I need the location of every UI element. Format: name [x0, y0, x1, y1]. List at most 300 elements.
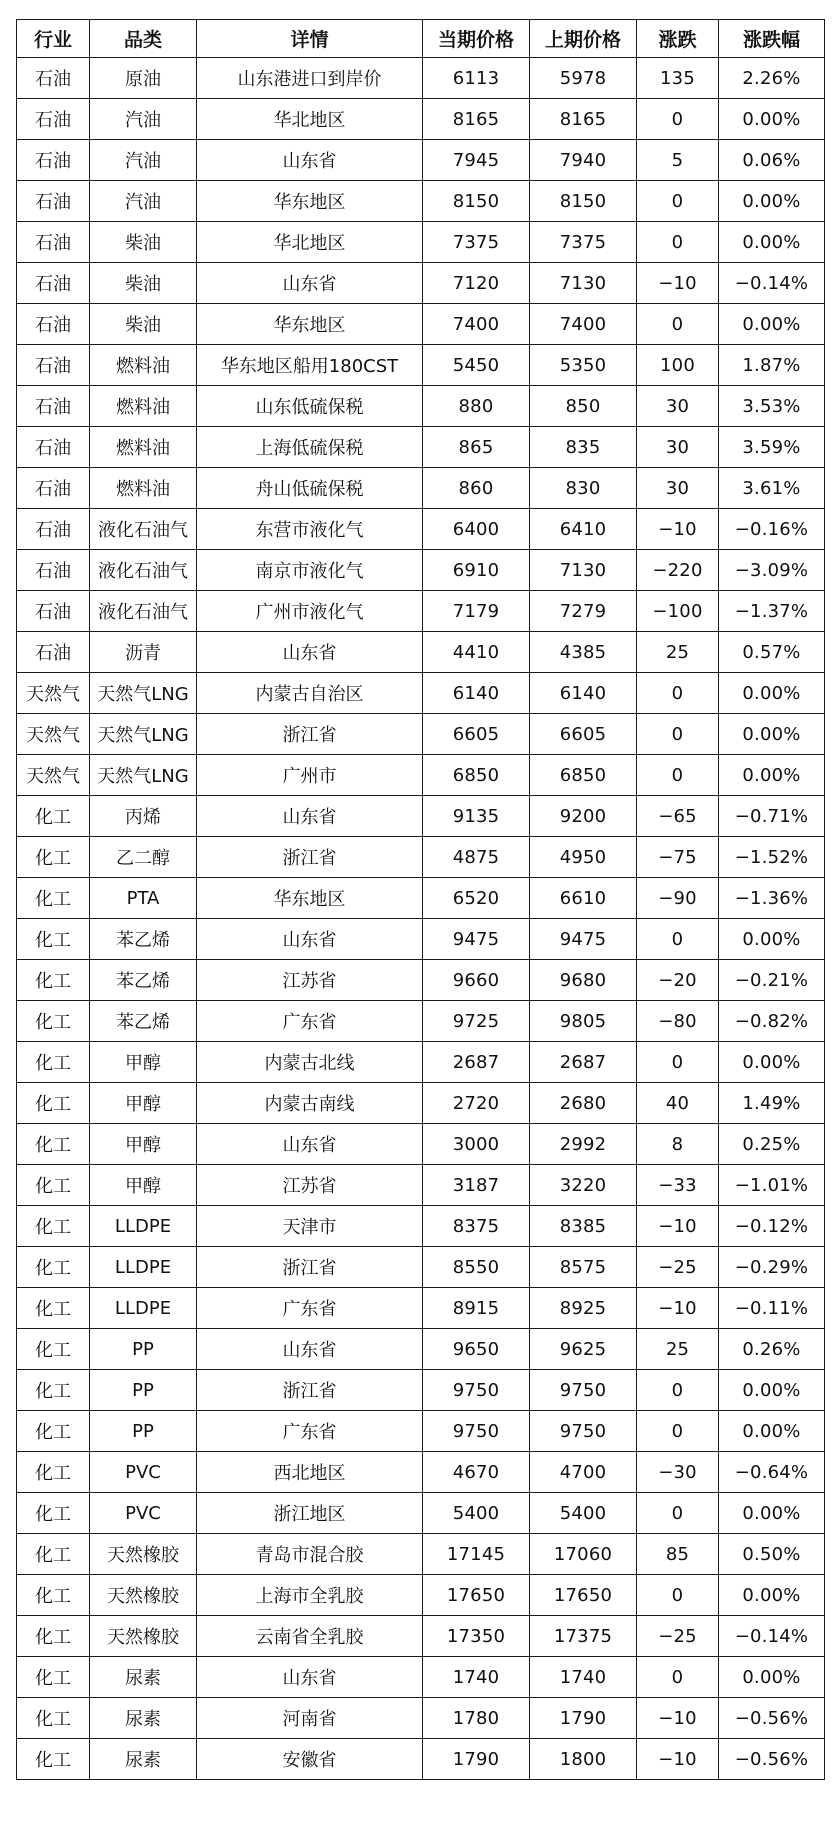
table-row — [17, 181, 825, 222]
cell-category: 燃料油 — [90, 427, 197, 468]
cell-detail: 天津市 — [197, 1206, 423, 1247]
cell-change: 0 — [637, 181, 719, 222]
cell-current-price: 1780 — [423, 1698, 530, 1739]
cell-previous-price: 5350 — [530, 345, 637, 386]
header-change-percent: 涨跌幅 — [719, 20, 825, 58]
cell-detail: 青岛市混合胶 — [197, 1534, 423, 1575]
cell-change: 0 — [637, 755, 719, 796]
cell-previous-price: 835 — [530, 427, 637, 468]
cell-current-price: 8150 — [423, 181, 530, 222]
cell-industry: 天然气 — [17, 714, 90, 755]
cell-industry: 化工 — [17, 1411, 90, 1452]
cell-change: 85 — [637, 1534, 719, 1575]
cell-category: LLDPE — [90, 1288, 197, 1329]
cell-current-price: 6910 — [423, 550, 530, 591]
cell-change: −33 — [637, 1165, 719, 1206]
cell-current-price: 6605 — [423, 714, 530, 755]
cell-change-percent: −0.16% — [719, 509, 825, 550]
cell-industry: 化工 — [17, 960, 90, 1001]
cell-change: 100 — [637, 345, 719, 386]
cell-category: 燃料油 — [90, 345, 197, 386]
cell-change-percent: −0.56% — [719, 1698, 825, 1739]
cell-category: 液化石油气 — [90, 591, 197, 632]
cell-change: −10 — [637, 263, 719, 304]
cell-change: 0 — [637, 304, 719, 345]
cell-change: 30 — [637, 468, 719, 509]
cell-current-price: 9660 — [423, 960, 530, 1001]
table-row — [17, 263, 825, 304]
cell-change: −10 — [637, 509, 719, 550]
cell-previous-price: 7940 — [530, 140, 637, 181]
cell-detail: 上海低硫保税 — [197, 427, 423, 468]
table-row — [17, 919, 825, 960]
cell-change: 0 — [637, 1657, 719, 1698]
cell-industry: 石油 — [17, 58, 90, 99]
cell-change-percent: −1.52% — [719, 837, 825, 878]
table-row — [17, 1616, 825, 1657]
cell-change: −100 — [637, 591, 719, 632]
cell-detail: 浙江省 — [197, 837, 423, 878]
cell-change: 30 — [637, 427, 719, 468]
cell-change-percent: −0.12% — [719, 1206, 825, 1247]
cell-detail: 南京市液化气 — [197, 550, 423, 591]
cell-detail: 华东地区 — [197, 181, 423, 222]
cell-current-price: 5400 — [423, 1493, 530, 1534]
cell-change: 0 — [637, 1370, 719, 1411]
cell-change: −90 — [637, 878, 719, 919]
cell-current-price: 860 — [423, 468, 530, 509]
table-row — [17, 1206, 825, 1247]
cell-previous-price: 9200 — [530, 796, 637, 837]
cell-current-price: 7120 — [423, 263, 530, 304]
cell-category: 甲醇 — [90, 1083, 197, 1124]
cell-detail: 云南省全乳胶 — [197, 1616, 423, 1657]
cell-current-price: 8915 — [423, 1288, 530, 1329]
cell-change: −10 — [637, 1739, 719, 1780]
table-row — [17, 345, 825, 386]
cell-current-price: 7375 — [423, 222, 530, 263]
cell-change: −75 — [637, 837, 719, 878]
cell-previous-price: 7400 — [530, 304, 637, 345]
cell-previous-price: 9750 — [530, 1411, 637, 1452]
cell-current-price: 6140 — [423, 673, 530, 714]
table-row — [17, 837, 825, 878]
cell-change-percent: 0.00% — [719, 1411, 825, 1452]
cell-category: 天然气LNG — [90, 755, 197, 796]
header-industry: 行业 — [17, 20, 90, 58]
cell-change-percent: 0.00% — [719, 714, 825, 755]
cell-change-percent: 0.00% — [719, 1657, 825, 1698]
cell-detail: 广东省 — [197, 1411, 423, 1452]
cell-change: 0 — [637, 1042, 719, 1083]
cell-category: PP — [90, 1411, 197, 1452]
cell-industry: 化工 — [17, 1534, 90, 1575]
cell-change: 0 — [637, 1411, 719, 1452]
cell-current-price: 6850 — [423, 755, 530, 796]
cell-change: 40 — [637, 1083, 719, 1124]
cell-detail: 江苏省 — [197, 960, 423, 1001]
cell-previous-price: 2680 — [530, 1083, 637, 1124]
cell-category: 天然橡胶 — [90, 1575, 197, 1616]
cell-detail: 山东省 — [197, 1124, 423, 1165]
cell-detail: 浙江地区 — [197, 1493, 423, 1534]
cell-detail: 安徽省 — [197, 1739, 423, 1780]
cell-change: 8 — [637, 1124, 719, 1165]
cell-previous-price: 8925 — [530, 1288, 637, 1329]
cell-current-price: 2687 — [423, 1042, 530, 1083]
price-table — [16, 19, 825, 1780]
cell-industry: 化工 — [17, 796, 90, 837]
cell-industry: 化工 — [17, 1739, 90, 1780]
cell-previous-price: 9680 — [530, 960, 637, 1001]
cell-industry: 化工 — [17, 1001, 90, 1042]
cell-industry: 石油 — [17, 345, 90, 386]
header-detail: 详情 — [197, 20, 423, 58]
table-row — [17, 427, 825, 468]
cell-change-percent: −0.14% — [719, 1616, 825, 1657]
cell-change-percent: 3.53% — [719, 386, 825, 427]
cell-previous-price: 7375 — [530, 222, 637, 263]
cell-previous-price: 17060 — [530, 1534, 637, 1575]
cell-change: 0 — [637, 1493, 719, 1534]
cell-current-price: 5450 — [423, 345, 530, 386]
cell-previous-price: 7279 — [530, 591, 637, 632]
cell-previous-price: 1740 — [530, 1657, 637, 1698]
cell-detail: 山东低硫保税 — [197, 386, 423, 427]
cell-current-price: 6113 — [423, 58, 530, 99]
cell-current-price: 9750 — [423, 1411, 530, 1452]
cell-detail: 东营市液化气 — [197, 509, 423, 550]
cell-detail: 山东省 — [197, 632, 423, 673]
cell-change-percent: −1.36% — [719, 878, 825, 919]
cell-current-price: 4410 — [423, 632, 530, 673]
cell-category: 燃料油 — [90, 386, 197, 427]
cell-industry: 石油 — [17, 222, 90, 263]
cell-industry: 化工 — [17, 1657, 90, 1698]
cell-change-percent: −0.11% — [719, 1288, 825, 1329]
cell-detail: 浙江省 — [197, 1247, 423, 1288]
cell-category: 天然气LNG — [90, 714, 197, 755]
table-row — [17, 1534, 825, 1575]
cell-category: 苯乙烯 — [90, 960, 197, 1001]
cell-industry: 化工 — [17, 1575, 90, 1616]
cell-previous-price: 1790 — [530, 1698, 637, 1739]
cell-current-price: 9475 — [423, 919, 530, 960]
cell-detail: 浙江省 — [197, 1370, 423, 1411]
cell-industry: 化工 — [17, 1329, 90, 1370]
cell-industry: 石油 — [17, 632, 90, 673]
cell-detail: 山东省 — [197, 140, 423, 181]
cell-previous-price: 3220 — [530, 1165, 637, 1206]
cell-change-percent: 0.00% — [719, 181, 825, 222]
cell-current-price: 7179 — [423, 591, 530, 632]
cell-current-price: 8165 — [423, 99, 530, 140]
cell-industry: 化工 — [17, 1165, 90, 1206]
cell-previous-price: 6605 — [530, 714, 637, 755]
cell-change: −25 — [637, 1247, 719, 1288]
cell-industry: 化工 — [17, 1370, 90, 1411]
cell-category: 液化石油气 — [90, 509, 197, 550]
cell-detail: 山东省 — [197, 1329, 423, 1370]
cell-industry: 化工 — [17, 837, 90, 878]
cell-detail: 华北地区 — [197, 222, 423, 263]
cell-previous-price: 7130 — [530, 550, 637, 591]
header-change: 涨跌 — [637, 20, 719, 58]
cell-industry: 化工 — [17, 1698, 90, 1739]
cell-industry: 化工 — [17, 1616, 90, 1657]
cell-previous-price: 9750 — [530, 1370, 637, 1411]
table-row — [17, 550, 825, 591]
table-row — [17, 878, 825, 919]
cell-industry: 化工 — [17, 1247, 90, 1288]
cell-category: LLDPE — [90, 1206, 197, 1247]
cell-change-percent: 0.00% — [719, 99, 825, 140]
cell-change-percent: 1.87% — [719, 345, 825, 386]
cell-detail: 西北地区 — [197, 1452, 423, 1493]
cell-detail: 广东省 — [197, 1288, 423, 1329]
cell-change: −65 — [637, 796, 719, 837]
cell-change-percent: 3.59% — [719, 427, 825, 468]
cell-detail: 华东地区船用180CST — [197, 345, 423, 386]
cell-previous-price: 6410 — [530, 509, 637, 550]
cell-current-price: 6520 — [423, 878, 530, 919]
cell-previous-price: 2687 — [530, 1042, 637, 1083]
cell-current-price: 8375 — [423, 1206, 530, 1247]
table-row — [17, 1329, 825, 1370]
table-row — [17, 1739, 825, 1780]
table-row — [17, 99, 825, 140]
cell-current-price: 9725 — [423, 1001, 530, 1042]
cell-industry: 天然气 — [17, 755, 90, 796]
cell-industry: 化工 — [17, 1042, 90, 1083]
cell-industry: 化工 — [17, 919, 90, 960]
cell-previous-price: 9805 — [530, 1001, 637, 1042]
cell-change-percent: 0.00% — [719, 673, 825, 714]
cell-current-price: 6400 — [423, 509, 530, 550]
cell-change-percent: 0.00% — [719, 304, 825, 345]
cell-current-price: 8550 — [423, 1247, 530, 1288]
cell-detail: 山东省 — [197, 796, 423, 837]
cell-industry: 化工 — [17, 1206, 90, 1247]
cell-industry: 石油 — [17, 591, 90, 632]
cell-detail: 内蒙古北线 — [197, 1042, 423, 1083]
table-row — [17, 1493, 825, 1534]
table-row — [17, 1001, 825, 1042]
cell-change-percent: 0.00% — [719, 919, 825, 960]
table-row — [17, 960, 825, 1001]
cell-previous-price: 8575 — [530, 1247, 637, 1288]
cell-previous-price: 7130 — [530, 263, 637, 304]
cell-category: 乙二醇 — [90, 837, 197, 878]
cell-industry: 石油 — [17, 181, 90, 222]
cell-category: 天然橡胶 — [90, 1534, 197, 1575]
cell-industry: 化工 — [17, 1452, 90, 1493]
cell-industry: 天然气 — [17, 673, 90, 714]
cell-industry: 石油 — [17, 427, 90, 468]
cell-current-price: 9650 — [423, 1329, 530, 1370]
cell-change-percent: −1.37% — [719, 591, 825, 632]
cell-category: 燃料油 — [90, 468, 197, 509]
cell-category: 天然气LNG — [90, 673, 197, 714]
cell-industry: 化工 — [17, 1124, 90, 1165]
cell-detail: 华东地区 — [197, 304, 423, 345]
cell-industry: 石油 — [17, 99, 90, 140]
cell-previous-price: 850 — [530, 386, 637, 427]
cell-category: 甲醇 — [90, 1042, 197, 1083]
cell-current-price: 1740 — [423, 1657, 530, 1698]
table-row — [17, 468, 825, 509]
header-category: 品类 — [90, 20, 197, 58]
cell-previous-price: 4700 — [530, 1452, 637, 1493]
cell-current-price: 17650 — [423, 1575, 530, 1616]
cell-change: 25 — [637, 1329, 719, 1370]
cell-category: 苯乙烯 — [90, 1001, 197, 1042]
cell-previous-price: 830 — [530, 468, 637, 509]
cell-change: 5 — [637, 140, 719, 181]
cell-detail: 山东省 — [197, 919, 423, 960]
cell-change-percent: −3.09% — [719, 550, 825, 591]
table-row — [17, 1288, 825, 1329]
cell-previous-price: 5400 — [530, 1493, 637, 1534]
cell-category: LLDPE — [90, 1247, 197, 1288]
cell-change: 0 — [637, 99, 719, 140]
cell-category: 汽油 — [90, 181, 197, 222]
cell-change: −30 — [637, 1452, 719, 1493]
cell-previous-price: 4385 — [530, 632, 637, 673]
cell-category: PP — [90, 1370, 197, 1411]
table-row — [17, 1452, 825, 1493]
cell-category: 甲醇 — [90, 1124, 197, 1165]
cell-previous-price: 9625 — [530, 1329, 637, 1370]
cell-previous-price: 5978 — [530, 58, 637, 99]
table-row — [17, 1247, 825, 1288]
cell-current-price: 1790 — [423, 1739, 530, 1780]
cell-previous-price: 6850 — [530, 755, 637, 796]
cell-change-percent: 0.50% — [719, 1534, 825, 1575]
cell-change: 30 — [637, 386, 719, 427]
header-current-price: 当期价格 — [423, 20, 530, 58]
cell-current-price: 3000 — [423, 1124, 530, 1165]
cell-change: 0 — [637, 673, 719, 714]
cell-category: 柴油 — [90, 222, 197, 263]
cell-detail: 山东港进口到岸价 — [197, 58, 423, 99]
cell-category: 沥青 — [90, 632, 197, 673]
cell-current-price: 7400 — [423, 304, 530, 345]
table-row — [17, 1083, 825, 1124]
cell-current-price: 9750 — [423, 1370, 530, 1411]
table-row — [17, 304, 825, 345]
cell-change: −10 — [637, 1288, 719, 1329]
cell-detail: 内蒙古南线 — [197, 1083, 423, 1124]
table-row — [17, 222, 825, 263]
cell-current-price: 17350 — [423, 1616, 530, 1657]
cell-previous-price: 8165 — [530, 99, 637, 140]
cell-detail: 内蒙古自治区 — [197, 673, 423, 714]
cell-category: 尿素 — [90, 1739, 197, 1780]
cell-category: 尿素 — [90, 1698, 197, 1739]
table-row — [17, 1042, 825, 1083]
cell-previous-price: 8150 — [530, 181, 637, 222]
cell-change-percent: −0.64% — [719, 1452, 825, 1493]
cell-change: 25 — [637, 632, 719, 673]
cell-change: −10 — [637, 1206, 719, 1247]
cell-industry: 石油 — [17, 304, 90, 345]
cell-category: 液化石油气 — [90, 550, 197, 591]
table-row — [17, 386, 825, 427]
cell-change: −220 — [637, 550, 719, 591]
table-row — [17, 755, 825, 796]
table-row — [17, 140, 825, 181]
cell-change-percent: 0.25% — [719, 1124, 825, 1165]
cell-change-percent: 0.00% — [719, 1575, 825, 1616]
cell-previous-price: 6140 — [530, 673, 637, 714]
cell-current-price: 3187 — [423, 1165, 530, 1206]
cell-change: −80 — [637, 1001, 719, 1042]
cell-category: PVC — [90, 1452, 197, 1493]
cell-change-percent: −0.82% — [719, 1001, 825, 1042]
cell-change-percent: 0.00% — [719, 1042, 825, 1083]
cell-change-percent: −0.21% — [719, 960, 825, 1001]
cell-change-percent: −0.14% — [719, 263, 825, 304]
table-row — [17, 1575, 825, 1616]
table-row — [17, 1657, 825, 1698]
cell-industry: 石油 — [17, 550, 90, 591]
cell-industry: 石油 — [17, 468, 90, 509]
cell-current-price: 4875 — [423, 837, 530, 878]
cell-current-price: 2720 — [423, 1083, 530, 1124]
cell-category: PP — [90, 1329, 197, 1370]
cell-industry: 化工 — [17, 878, 90, 919]
cell-detail: 河南省 — [197, 1698, 423, 1739]
cell-change-percent: 3.61% — [719, 468, 825, 509]
cell-category: 尿素 — [90, 1657, 197, 1698]
cell-detail: 华北地区 — [197, 99, 423, 140]
cell-previous-price: 17650 — [530, 1575, 637, 1616]
cell-current-price: 17145 — [423, 1534, 530, 1575]
cell-change-percent: 0.57% — [719, 632, 825, 673]
header-row — [17, 20, 825, 58]
cell-change-percent: 0.26% — [719, 1329, 825, 1370]
header-previous-price: 上期价格 — [530, 20, 637, 58]
cell-previous-price: 4950 — [530, 837, 637, 878]
cell-detail: 广东省 — [197, 1001, 423, 1042]
table-row — [17, 796, 825, 837]
table-row — [17, 1698, 825, 1739]
cell-change: 0 — [637, 714, 719, 755]
cell-industry: 石油 — [17, 509, 90, 550]
cell-category: PTA — [90, 878, 197, 919]
cell-change: 0 — [637, 1575, 719, 1616]
cell-previous-price: 9475 — [530, 919, 637, 960]
table-row — [17, 1165, 825, 1206]
cell-industry: 化工 — [17, 1493, 90, 1534]
table-row — [17, 714, 825, 755]
cell-category: 汽油 — [90, 99, 197, 140]
cell-change-percent: 2.26% — [719, 58, 825, 99]
cell-change-percent: 0.00% — [719, 222, 825, 263]
table-row — [17, 1411, 825, 1452]
cell-category: 柴油 — [90, 304, 197, 345]
cell-change: −20 — [637, 960, 719, 1001]
cell-category: PVC — [90, 1493, 197, 1534]
cell-previous-price: 1800 — [530, 1739, 637, 1780]
cell-detail: 华东地区 — [197, 878, 423, 919]
cell-current-price: 7945 — [423, 140, 530, 181]
cell-category: 丙烯 — [90, 796, 197, 837]
cell-detail: 山东省 — [197, 1657, 423, 1698]
cell-change-percent: 0.00% — [719, 1370, 825, 1411]
cell-current-price: 865 — [423, 427, 530, 468]
